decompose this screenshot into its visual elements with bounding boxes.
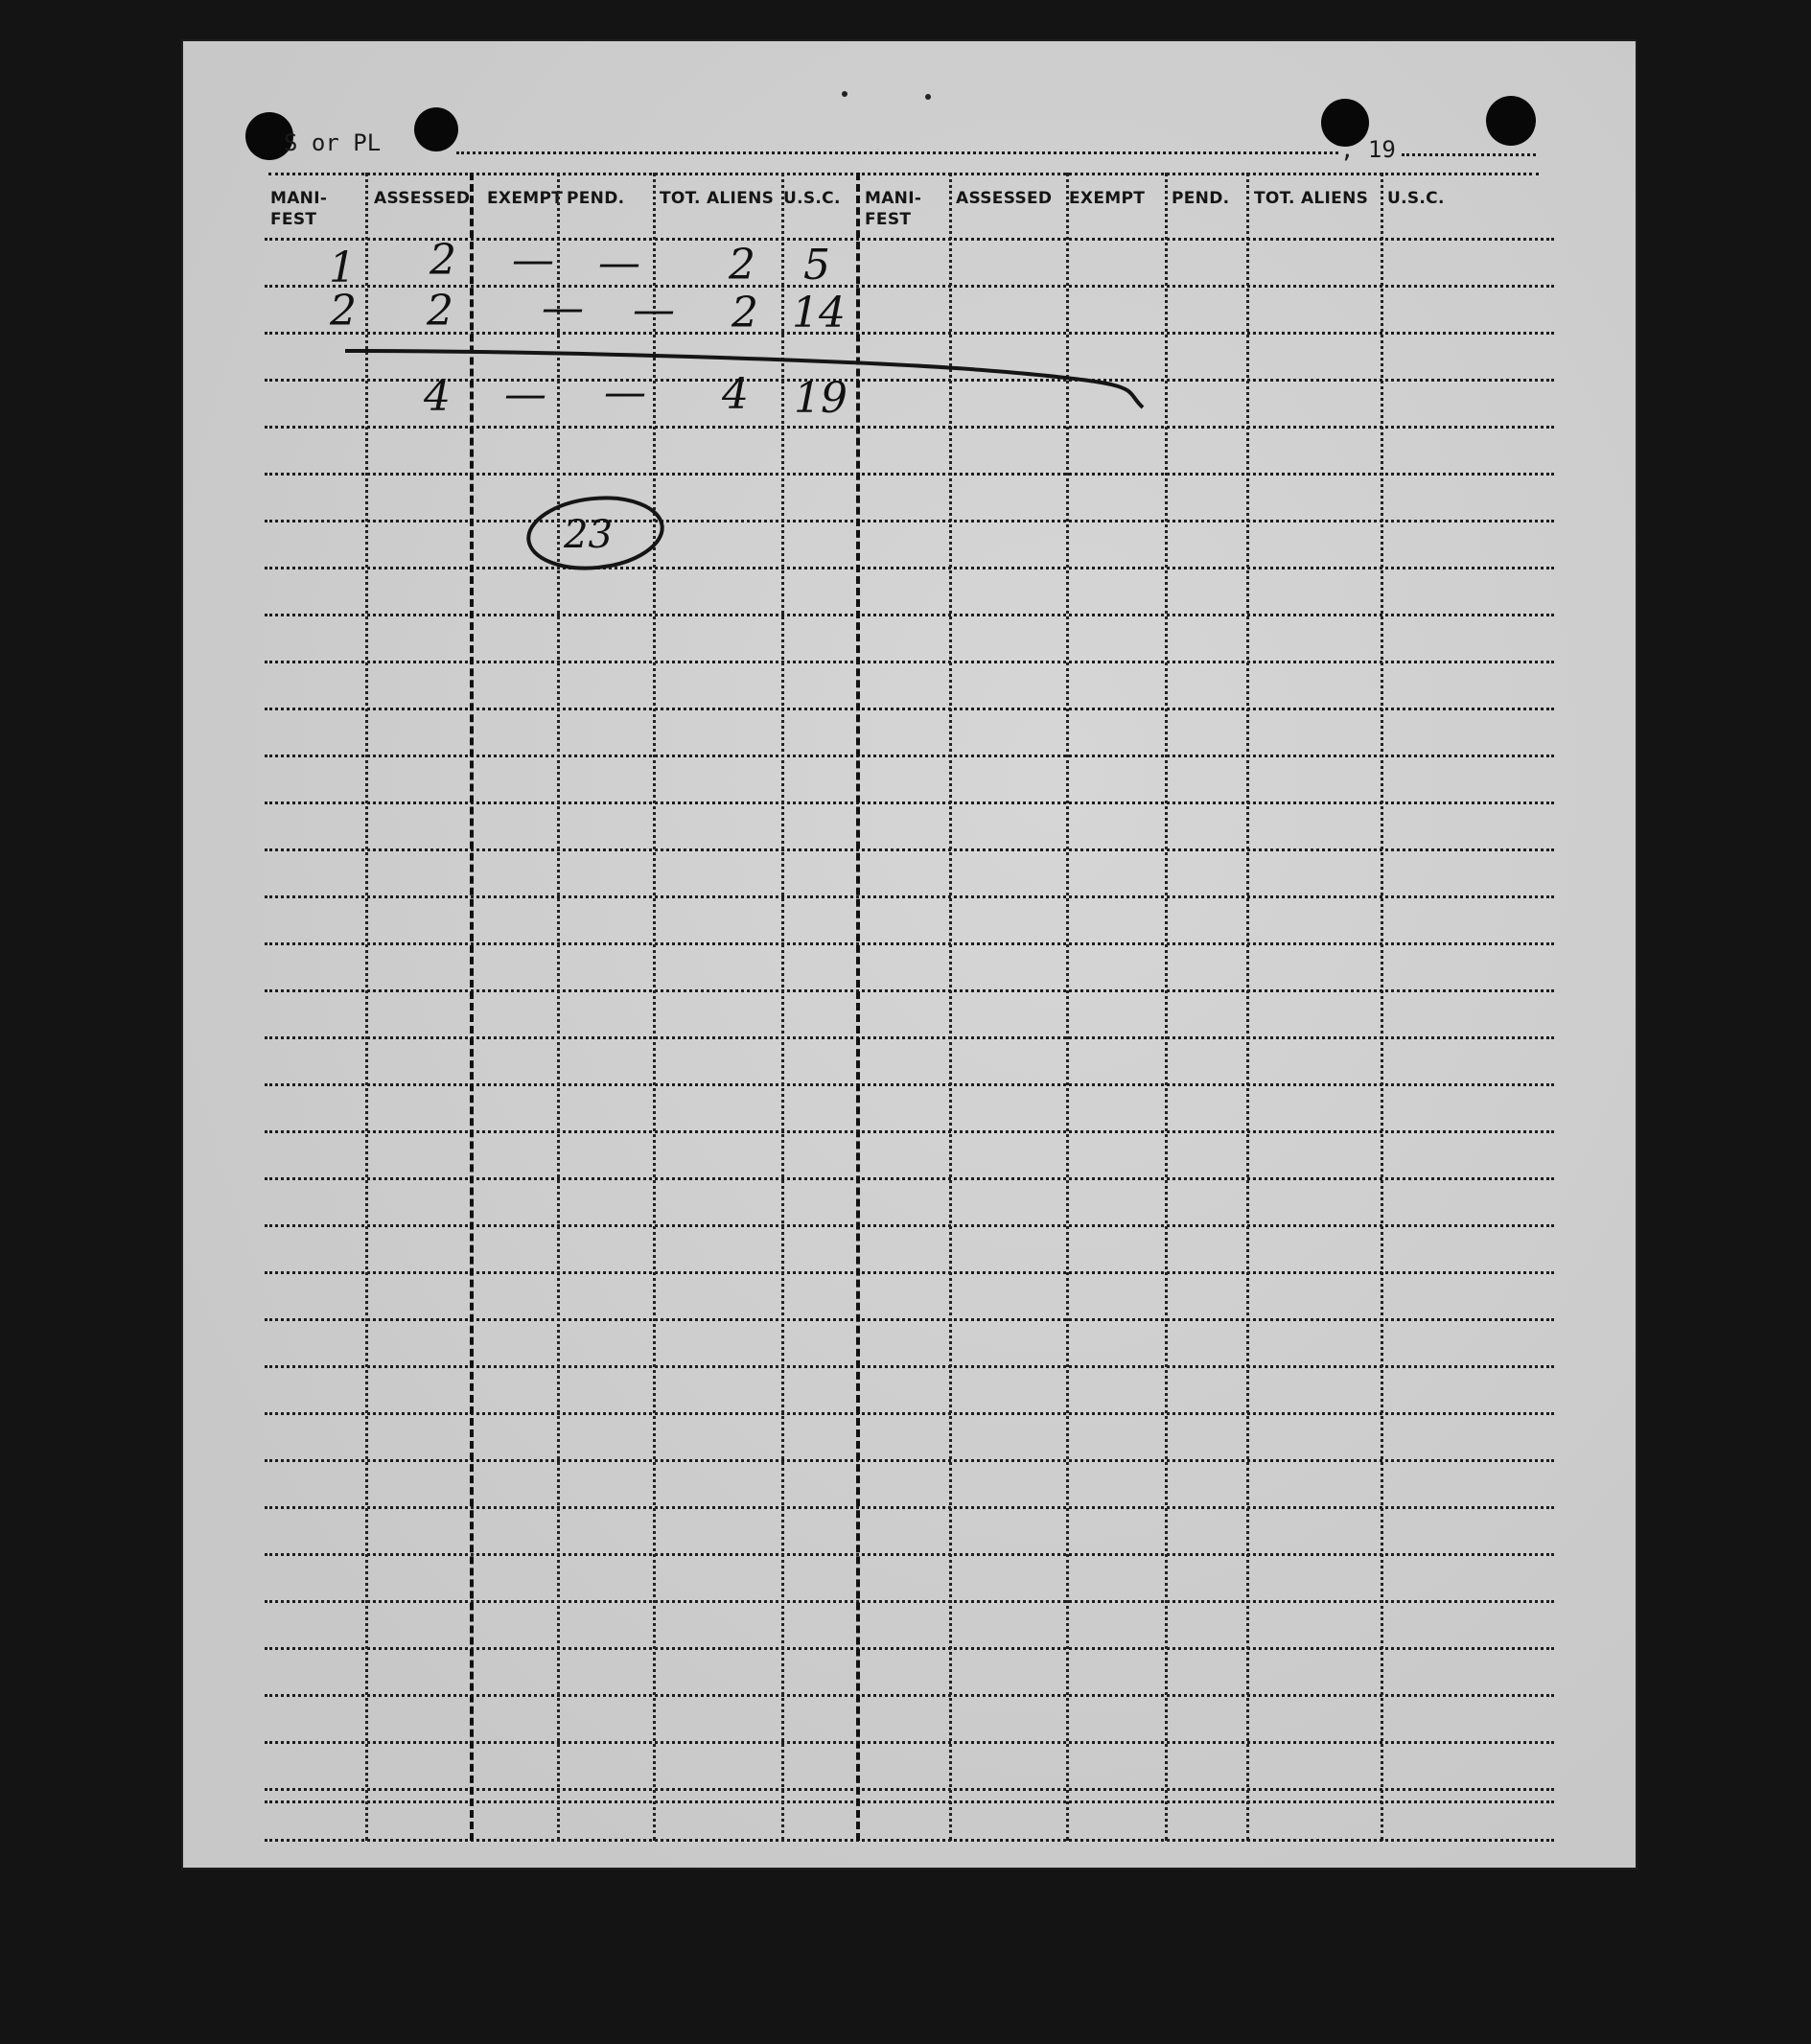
header-usc-left: U.S.C. bbox=[783, 189, 841, 208]
grand-total: 23 bbox=[564, 513, 613, 557]
year-label: , 19 bbox=[1340, 136, 1396, 163]
header-tot-aliens-left: TOT. ALIENS bbox=[660, 189, 775, 208]
row1-assessed: 2 bbox=[430, 236, 456, 285]
header-exempt-left: EXEMPT bbox=[487, 189, 564, 208]
row1-manifest: 1 bbox=[329, 244, 356, 292]
header-manifest-right: MANI- FEST bbox=[865, 189, 922, 229]
row2-pend: — bbox=[633, 286, 675, 335]
row2-assessed: 2 bbox=[427, 287, 453, 336]
total-exempt: — bbox=[504, 370, 546, 419]
header-usc-right: U.S.C. bbox=[1387, 189, 1445, 208]
header-assessed-right: ASSESSED bbox=[956, 189, 1053, 208]
total-assessed: 4 bbox=[424, 372, 451, 421]
grand-total-circle bbox=[525, 492, 666, 574]
header-manifest-left: MANI- FEST bbox=[270, 189, 328, 229]
station-label: S or PL bbox=[284, 129, 382, 156]
total-pend: — bbox=[604, 368, 646, 417]
header-pend-left: PEND. bbox=[567, 189, 625, 208]
row1-exempt: — bbox=[512, 236, 554, 285]
row2-manifest: 2 bbox=[330, 287, 357, 336]
sum-underline bbox=[345, 351, 1143, 407]
row1-tot-aliens: 2 bbox=[729, 241, 755, 290]
row1-usc: 5 bbox=[803, 241, 830, 290]
total-usc: 19 bbox=[794, 374, 847, 423]
row1-pend: — bbox=[598, 239, 640, 288]
header-exempt-right: EXEMPT bbox=[1069, 189, 1146, 208]
total-tot-aliens: 4 bbox=[722, 370, 749, 419]
header-tot-aliens-right: TOT. ALIENS bbox=[1254, 189, 1369, 208]
header-assessed-left: ASSESSED bbox=[374, 189, 471, 208]
header-pend-right: PEND. bbox=[1172, 189, 1230, 208]
row2-usc: 14 bbox=[792, 289, 846, 337]
row2-tot-aliens: 2 bbox=[731, 289, 758, 337]
row2-exempt: — bbox=[542, 284, 584, 333]
